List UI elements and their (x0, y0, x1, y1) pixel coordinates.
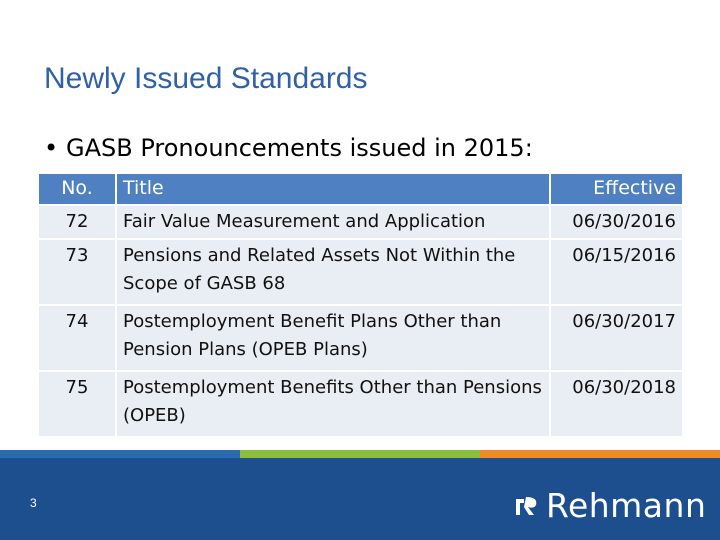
cell-effective: 06/30/2017 (551, 306, 682, 370)
cell-no: 72 (39, 206, 115, 238)
cell-title: Postemployment Benefits Other than Pensions (OPEB) (117, 372, 549, 436)
stripe-green (240, 450, 480, 458)
header-title: Title (117, 174, 549, 204)
table-row (39, 306, 682, 370)
slide-number: 3 (30, 496, 37, 510)
header-effective: Effective (551, 174, 682, 204)
table-row (39, 372, 682, 436)
cell-effective: 06/15/2016 (551, 240, 682, 304)
table-header-row (39, 174, 682, 204)
table-row (39, 206, 682, 238)
cell-title: Postemployment Benefit Plans Other than Pension Plans (OPEB Plans) (117, 306, 549, 370)
logo-text: Rehmann (546, 486, 707, 525)
cell-title: Fair Value Measurement and Application (117, 206, 549, 238)
cell-effective: 06/30/2018 (551, 372, 682, 436)
cell-no: 73 (39, 240, 115, 304)
stripe-blue (0, 450, 240, 458)
bullet-text: GASB Pronouncements issued in 2015: (66, 134, 533, 162)
cell-no: 74 (39, 306, 115, 370)
bullet-item (44, 134, 533, 162)
standards-table (37, 172, 684, 438)
table-row (39, 240, 682, 304)
stripe-orange (480, 450, 720, 458)
cell-no: 75 (39, 372, 115, 436)
cell-title: Pensions and Related Assets Not Within the Scope of GASB 68 (117, 240, 549, 304)
bullet-dot-icon: • (44, 134, 59, 162)
slide-title: Newly Issued Standards (44, 62, 368, 95)
rehmann-logo-icon (514, 493, 540, 519)
footer-stripes (0, 450, 720, 458)
cell-effective: 06/30/2016 (551, 206, 682, 238)
header-no: No. (39, 174, 115, 204)
company-logo (514, 486, 706, 526)
